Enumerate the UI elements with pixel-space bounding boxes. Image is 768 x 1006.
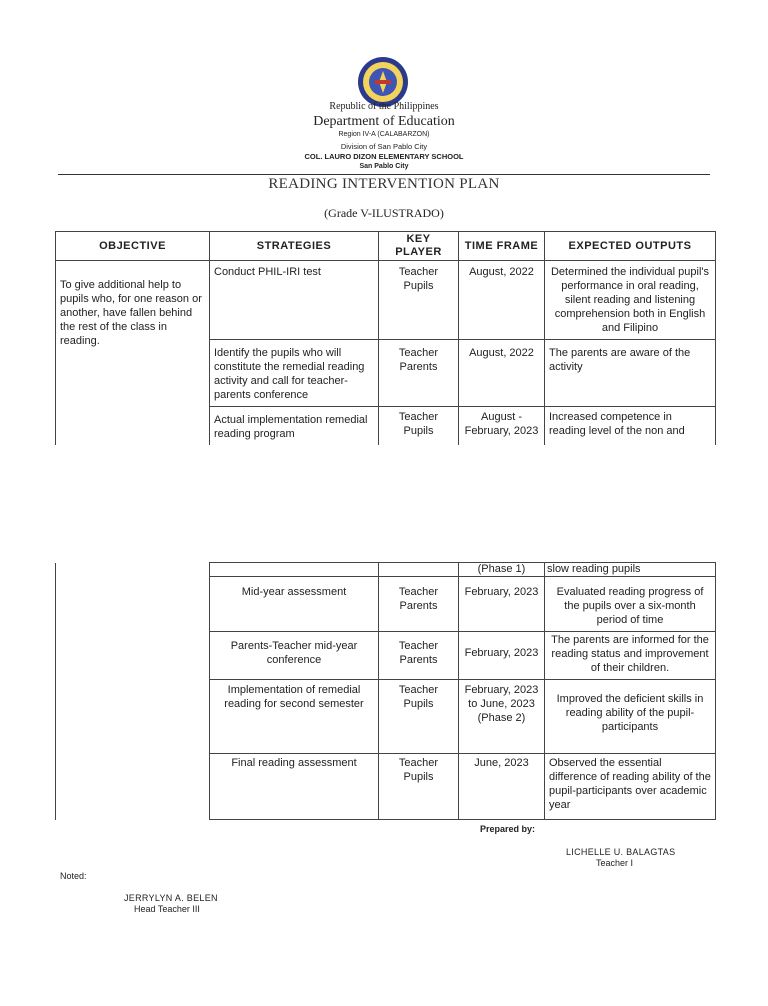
preparer-name: LICHELLE U. BALAGTAS: [566, 847, 676, 857]
strategy-text: Conduct PHIL-IRI test: [214, 266, 321, 278]
document-title: READING INTERVENTION PLAN: [268, 176, 500, 192]
expected-output-text: Improved the deficient skills in reading ability of the pupil-participants: [556, 693, 704, 733]
time-frame-text: August - February, 2023: [464, 411, 539, 437]
plan-table-part-1: [55, 231, 716, 445]
header-divider: [58, 174, 710, 175]
expected-output-text: Determined the individual pupil's performance in oral reading, silent reading and listening comprehension both in English and Filipino: [550, 266, 710, 334]
table-cell: [210, 754, 379, 820]
table-cell: [459, 407, 545, 446]
noter-role: Head Teacher III: [134, 904, 200, 914]
expected-output-text: Increased competence in reading level of the non and: [549, 411, 685, 437]
strategy-text: Implementation of remedial reading for second semester: [224, 684, 364, 710]
key-player-text: Teacher Parents: [398, 586, 439, 612]
table-cell: [545, 407, 716, 446]
key-player-text: Teacher Parents: [398, 347, 439, 373]
objective-cell: [56, 261, 210, 446]
table-cell: [379, 407, 459, 446]
time-frame-text: February, 2023: [464, 586, 539, 598]
key-player-text: Teacher Pupils: [398, 411, 439, 437]
table-cell: [459, 577, 545, 632]
time-frame-text: August, 2022: [469, 347, 534, 359]
division-line: Division of San Pablo City: [340, 142, 428, 151]
strategy-text: Final reading assessment: [231, 757, 357, 769]
region-line: Region IV-A (CALABARZON): [338, 131, 430, 138]
expected-output-text: The parents are informed for the reading status and improvement of their children.: [551, 634, 709, 674]
table-cell: [545, 563, 716, 577]
table-cell: [210, 261, 379, 340]
strategy-text: Identify the pupils who will constitute the remedial reading activity and call for teacher-parents conference: [214, 347, 365, 401]
table-cell: [379, 632, 459, 680]
strategy-text: Mid-year assessment: [241, 586, 347, 598]
key-player-text: Teacher Parents: [398, 640, 439, 666]
time-frame-text: June, 2023: [474, 757, 529, 769]
city-line: San Pablo City: [359, 163, 409, 170]
objective-cell-continued: [56, 563, 210, 820]
table-cell: [210, 340, 379, 407]
expected-output-text: Observed the essential difference of reading ability of the pupil-participants over academic year: [549, 757, 711, 811]
plan-table-part-2: [55, 562, 716, 820]
col-header-key-player: [379, 232, 459, 261]
table-cell: [459, 340, 545, 407]
col-header-strategies: STRATEGIES: [210, 232, 379, 261]
table-cell: [210, 632, 379, 680]
key-player-text: Teacher Pupils: [398, 266, 439, 292]
preparer-role: Teacher I: [596, 858, 634, 868]
time-frame-text: August, 2022: [469, 266, 534, 278]
table-cell: [379, 261, 459, 340]
table-cell: [459, 632, 545, 680]
table-cell: [545, 340, 716, 407]
table-cell: [379, 680, 459, 754]
table-cell: [379, 754, 459, 820]
expected-output-text: slow reading pupils: [547, 563, 641, 575]
objective-text: To give additional help to pupils who, for one reason or another, have fallen behind the rest of the class in reading.: [60, 279, 202, 347]
republic-line: Republic of the Philippines: [329, 101, 439, 112]
strategy-text: Actual implementation remedial reading program: [214, 414, 368, 440]
table-cell: [545, 632, 716, 680]
school-name: COL. LAURO DIZON ELEMENTARY SCHOOL: [304, 152, 464, 161]
time-frame-text: February, 2023: [464, 647, 539, 659]
table-cell: [210, 563, 379, 577]
col-header-objective: OBJECTIVE: [56, 232, 210, 261]
time-frame-text: (Phase 1): [477, 563, 526, 575]
strategy-text: Parents-Teacher mid-year conference: [230, 640, 358, 666]
expected-output-text: The parents are aware of the activity: [549, 347, 691, 373]
table-cell: [210, 680, 379, 754]
col-header-key-player-label: KEY PLAYER: [395, 233, 442, 258]
expected-output-text: Evaluated reading progress of the pupils over a six-month period of time: [556, 586, 704, 626]
table-cell: [545, 577, 716, 632]
noter-name: JERRYLYN A. BELEN: [124, 893, 218, 903]
table-cell: [545, 680, 716, 754]
prepared-by-label: Prepared by:: [480, 824, 536, 834]
table-cell: [459, 563, 545, 577]
noted-label: Noted:: [60, 871, 87, 881]
table-cell: [459, 680, 545, 754]
table-cell: [459, 754, 545, 820]
key-player-text: Teacher Pupils: [398, 757, 439, 783]
document-subtitle: (Grade V-ILUSTRADO): [324, 206, 444, 220]
department-line: Department of Education: [313, 114, 455, 129]
table-cell: [210, 407, 379, 446]
key-player-text: Teacher Pupils: [398, 684, 439, 710]
time-frame-text: February, 2023 to June, 2023 (Phase 2): [464, 684, 539, 724]
table-cell: [210, 577, 379, 632]
table-cell: [545, 261, 716, 340]
table-cell: [459, 261, 545, 340]
table-cell: [379, 577, 459, 632]
col-header-time-frame: TIME FRAME: [459, 232, 545, 261]
table-cell: [379, 340, 459, 407]
table-cell: [379, 563, 459, 577]
table-cell: [545, 754, 716, 820]
col-header-expected-outputs: EXPECTED OUTPUTS: [545, 232, 716, 261]
